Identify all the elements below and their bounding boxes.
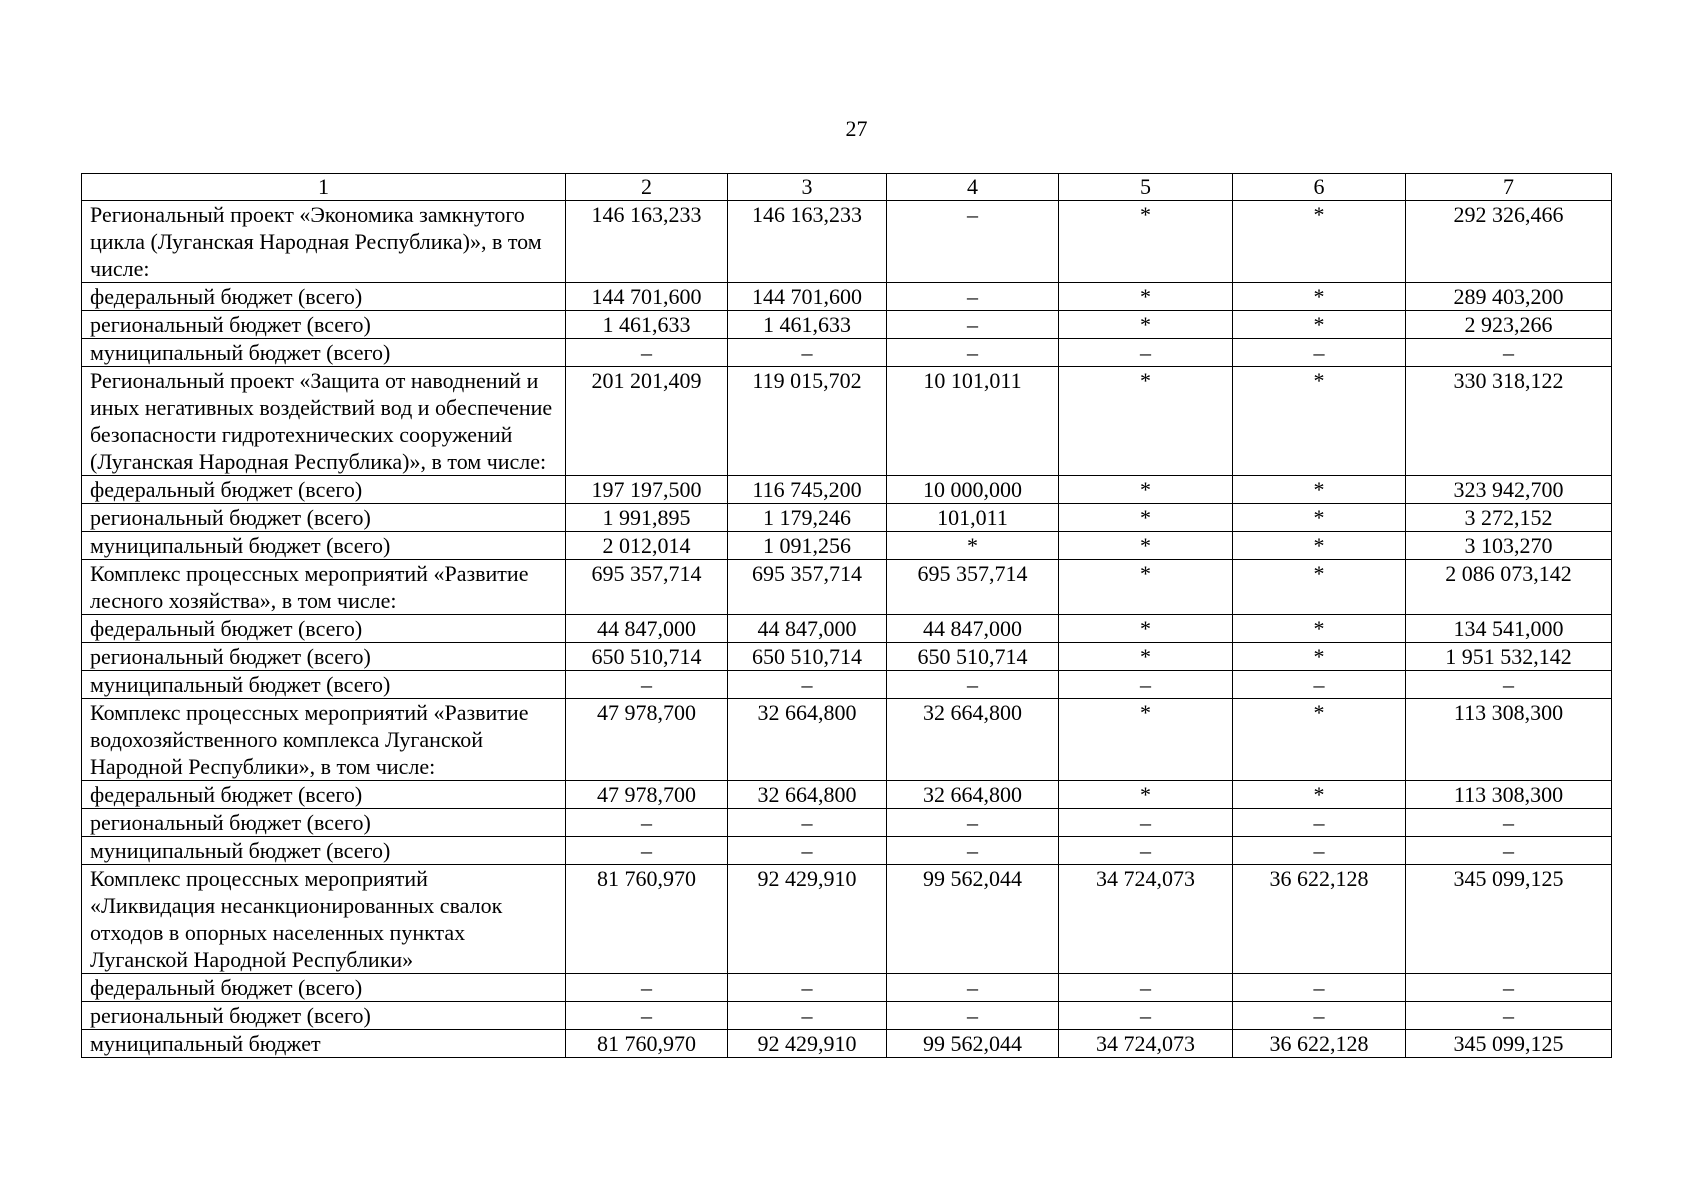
value-cell: * <box>1233 532 1406 560</box>
table-row <box>82 504 1612 532</box>
table-row <box>82 837 1612 865</box>
value-cell: – <box>728 671 887 699</box>
value-cell: – <box>1059 671 1233 699</box>
table-row <box>82 367 1612 476</box>
value-cell: 10 000,000 <box>887 476 1059 504</box>
value-cell: – <box>1059 339 1233 367</box>
value-cell: 32 664,800 <box>887 699 1059 781</box>
value-cell: * <box>1233 560 1406 615</box>
value-cell: 44 847,000 <box>566 615 728 643</box>
row-label-cell: муниципальный бюджет (всего) <box>82 671 566 699</box>
table-row <box>82 1002 1612 1030</box>
value-cell: – <box>1059 974 1233 1002</box>
value-cell: 113 308,300 <box>1406 699 1612 781</box>
row-label-cell: региональный бюджет (всего) <box>82 1002 566 1030</box>
value-cell: 201 201,409 <box>566 367 728 476</box>
value-cell: * <box>1233 781 1406 809</box>
table-row <box>82 476 1612 504</box>
value-cell: 330 318,122 <box>1406 367 1612 476</box>
value-cell: 36 622,128 <box>1233 865 1406 974</box>
value-cell: 2 923,266 <box>1406 311 1612 339</box>
value-cell: 99 562,044 <box>887 1030 1059 1058</box>
row-label-cell: федеральный бюджет (всего) <box>82 283 566 311</box>
value-cell: * <box>1059 311 1233 339</box>
value-cell: 146 163,233 <box>728 201 887 283</box>
value-cell: * <box>1233 643 1406 671</box>
value-cell: 32 664,800 <box>728 699 887 781</box>
value-cell: 99 562,044 <box>887 865 1059 974</box>
value-cell: – <box>1233 837 1406 865</box>
column-header-5: 5 <box>1059 174 1233 201</box>
value-cell: 695 357,714 <box>566 560 728 615</box>
value-cell: * <box>1059 532 1233 560</box>
value-cell: * <box>1233 367 1406 476</box>
value-cell: 92 429,910 <box>728 1030 887 1058</box>
value-cell: 10 101,011 <box>887 367 1059 476</box>
value-cell: 289 403,200 <box>1406 283 1612 311</box>
value-cell: 44 847,000 <box>887 615 1059 643</box>
value-cell: 34 724,073 <box>1059 1030 1233 1058</box>
table-row <box>82 671 1612 699</box>
column-header-1: 1 <box>82 174 566 201</box>
value-cell: * <box>1059 643 1233 671</box>
value-cell: – <box>1233 974 1406 1002</box>
row-label-cell: региональный бюджет (всего) <box>82 643 566 671</box>
table-row <box>82 781 1612 809</box>
value-cell: * <box>1059 283 1233 311</box>
table-body <box>82 201 1612 1058</box>
table-row <box>82 1030 1612 1058</box>
table-row <box>82 865 1612 974</box>
value-cell: – <box>1059 1002 1233 1030</box>
value-cell: 81 760,970 <box>566 865 728 974</box>
value-cell: – <box>728 1002 887 1030</box>
value-cell: – <box>1233 1002 1406 1030</box>
value-cell: * <box>1233 476 1406 504</box>
row-label-cell: федеральный бюджет (всего) <box>82 781 566 809</box>
value-cell: 695 357,714 <box>728 560 887 615</box>
value-cell: 650 510,714 <box>566 643 728 671</box>
table-row <box>82 615 1612 643</box>
value-cell: * <box>1233 615 1406 643</box>
value-cell: – <box>1406 671 1612 699</box>
value-cell: – <box>566 837 728 865</box>
value-cell: – <box>887 201 1059 283</box>
value-cell: 2 086 073,142 <box>1406 560 1612 615</box>
value-cell: 47 978,700 <box>566 781 728 809</box>
value-cell: – <box>1406 974 1612 1002</box>
row-label-cell: федеральный бюджет (всего) <box>82 974 566 1002</box>
row-label-cell: Комплекс процессных мероприятий «Ликвидация несанкционированных свалок отходов в опорных населенных пунктах Луганской Народной Республики» <box>82 865 566 974</box>
value-cell: 146 163,233 <box>566 201 728 283</box>
value-cell: – <box>728 974 887 1002</box>
value-cell: – <box>728 339 887 367</box>
value-cell: 1 991,895 <box>566 504 728 532</box>
value-cell: * <box>887 532 1059 560</box>
value-cell: – <box>1406 837 1612 865</box>
value-cell: 32 664,800 <box>887 781 1059 809</box>
value-cell: * <box>1059 781 1233 809</box>
value-cell: * <box>1059 504 1233 532</box>
value-cell: – <box>1406 339 1612 367</box>
value-cell: * <box>1233 201 1406 283</box>
value-cell: 323 942,700 <box>1406 476 1612 504</box>
value-cell: – <box>887 1002 1059 1030</box>
table-row <box>82 339 1612 367</box>
value-cell: 34 724,073 <box>1059 865 1233 974</box>
row-label-cell: региональный бюджет (всего) <box>82 809 566 837</box>
value-cell: – <box>1233 809 1406 837</box>
value-cell: * <box>1233 311 1406 339</box>
value-cell: 1 179,246 <box>728 504 887 532</box>
table-row <box>82 809 1612 837</box>
value-cell: – <box>566 339 728 367</box>
value-cell: 650 510,714 <box>728 643 887 671</box>
column-header-3: 3 <box>728 174 887 201</box>
value-cell: 81 760,970 <box>566 1030 728 1058</box>
value-cell: 695 357,714 <box>887 560 1059 615</box>
value-cell: 144 701,600 <box>566 283 728 311</box>
value-cell: – <box>1233 339 1406 367</box>
value-cell: – <box>566 1002 728 1030</box>
row-label-cell: региональный бюджет (всего) <box>82 311 566 339</box>
page-number: 27 <box>845 116 868 141</box>
value-cell: * <box>1059 699 1233 781</box>
column-header-7: 7 <box>1406 174 1612 201</box>
value-cell: * <box>1059 615 1233 643</box>
value-cell: – <box>887 974 1059 1002</box>
value-cell: 650 510,714 <box>887 643 1059 671</box>
value-cell: 3 272,152 <box>1406 504 1612 532</box>
value-cell: – <box>887 837 1059 865</box>
value-cell: 113 308,300 <box>1406 781 1612 809</box>
value-cell: 92 429,910 <box>728 865 887 974</box>
row-label-cell: региональный бюджет (всего) <box>82 504 566 532</box>
row-label-cell: Региональный проект «Экономика замкнутого цикла (Луганская Народная Республика)», в том числе: <box>82 201 566 283</box>
value-cell: 197 197,500 <box>566 476 728 504</box>
value-cell: 1 461,633 <box>728 311 887 339</box>
value-cell: – <box>728 809 887 837</box>
value-cell: – <box>1059 809 1233 837</box>
value-cell: 3 103,270 <box>1406 532 1612 560</box>
table-row <box>82 311 1612 339</box>
value-cell: – <box>887 339 1059 367</box>
value-cell: * <box>1059 367 1233 476</box>
value-cell: 119 015,702 <box>728 367 887 476</box>
value-cell: 36 622,128 <box>1233 1030 1406 1058</box>
budget-table <box>81 173 1612 1058</box>
value-cell: * <box>1233 504 1406 532</box>
column-header-2: 2 <box>566 174 728 201</box>
row-label-cell: муниципальный бюджет (всего) <box>82 339 566 367</box>
value-cell: * <box>1233 699 1406 781</box>
value-cell: 345 099,125 <box>1406 1030 1612 1058</box>
row-label-cell: муниципальный бюджет (всего) <box>82 532 566 560</box>
table-row <box>82 643 1612 671</box>
table-row <box>82 283 1612 311</box>
value-cell: 32 664,800 <box>728 781 887 809</box>
value-cell: – <box>887 671 1059 699</box>
value-cell: 1 951 532,142 <box>1406 643 1612 671</box>
value-cell: * <box>1059 201 1233 283</box>
header-row <box>82 174 1612 201</box>
table-row <box>82 532 1612 560</box>
value-cell: – <box>887 283 1059 311</box>
table-row <box>82 699 1612 781</box>
row-label-cell: федеральный бюджет (всего) <box>82 476 566 504</box>
row-label-cell: Комплекс процессных мероприятий «Развитие водохозяйственного комплекса Луганской Народной Республики», в том числе: <box>82 699 566 781</box>
row-label-cell: Комплекс процессных мероприятий «Развитие лесного хозяйства», в том числе: <box>82 560 566 615</box>
value-cell: – <box>1233 671 1406 699</box>
value-cell: 144 701,600 <box>728 283 887 311</box>
value-cell: 1 461,633 <box>566 311 728 339</box>
table-row <box>82 560 1612 615</box>
value-cell: 47 978,700 <box>566 699 728 781</box>
value-cell: – <box>1059 837 1233 865</box>
value-cell: 345 099,125 <box>1406 865 1612 974</box>
value-cell: – <box>1406 809 1612 837</box>
value-cell: * <box>1233 283 1406 311</box>
value-cell: – <box>1406 1002 1612 1030</box>
value-cell: – <box>728 837 887 865</box>
column-header-4: 4 <box>887 174 1059 201</box>
value-cell: – <box>887 311 1059 339</box>
value-cell: 101,011 <box>887 504 1059 532</box>
value-cell: 44 847,000 <box>728 615 887 643</box>
value-cell: – <box>566 809 728 837</box>
value-cell: * <box>1059 476 1233 504</box>
table-row <box>82 201 1612 283</box>
row-label-cell: федеральный бюджет (всего) <box>82 615 566 643</box>
value-cell: – <box>887 809 1059 837</box>
value-cell: 116 745,200 <box>728 476 887 504</box>
value-cell: 1 091,256 <box>728 532 887 560</box>
row-label-cell: Региональный проект «Защита от наводнений и иных негативных воздействий вод и обеспечение безопасности гидротехнических сооружений (Луганская Народная Республика)», в том числе: <box>82 367 566 476</box>
row-label-cell: муниципальный бюджет <box>82 1030 566 1058</box>
value-cell: 292 326,466 <box>1406 201 1612 283</box>
value-cell: – <box>566 974 728 1002</box>
table-row <box>82 974 1612 1002</box>
column-header-6: 6 <box>1233 174 1406 201</box>
value-cell: * <box>1059 560 1233 615</box>
value-cell: – <box>566 671 728 699</box>
value-cell: 134 541,000 <box>1406 615 1612 643</box>
row-label-cell: муниципальный бюджет (всего) <box>82 837 566 865</box>
value-cell: 2 012,014 <box>566 532 728 560</box>
